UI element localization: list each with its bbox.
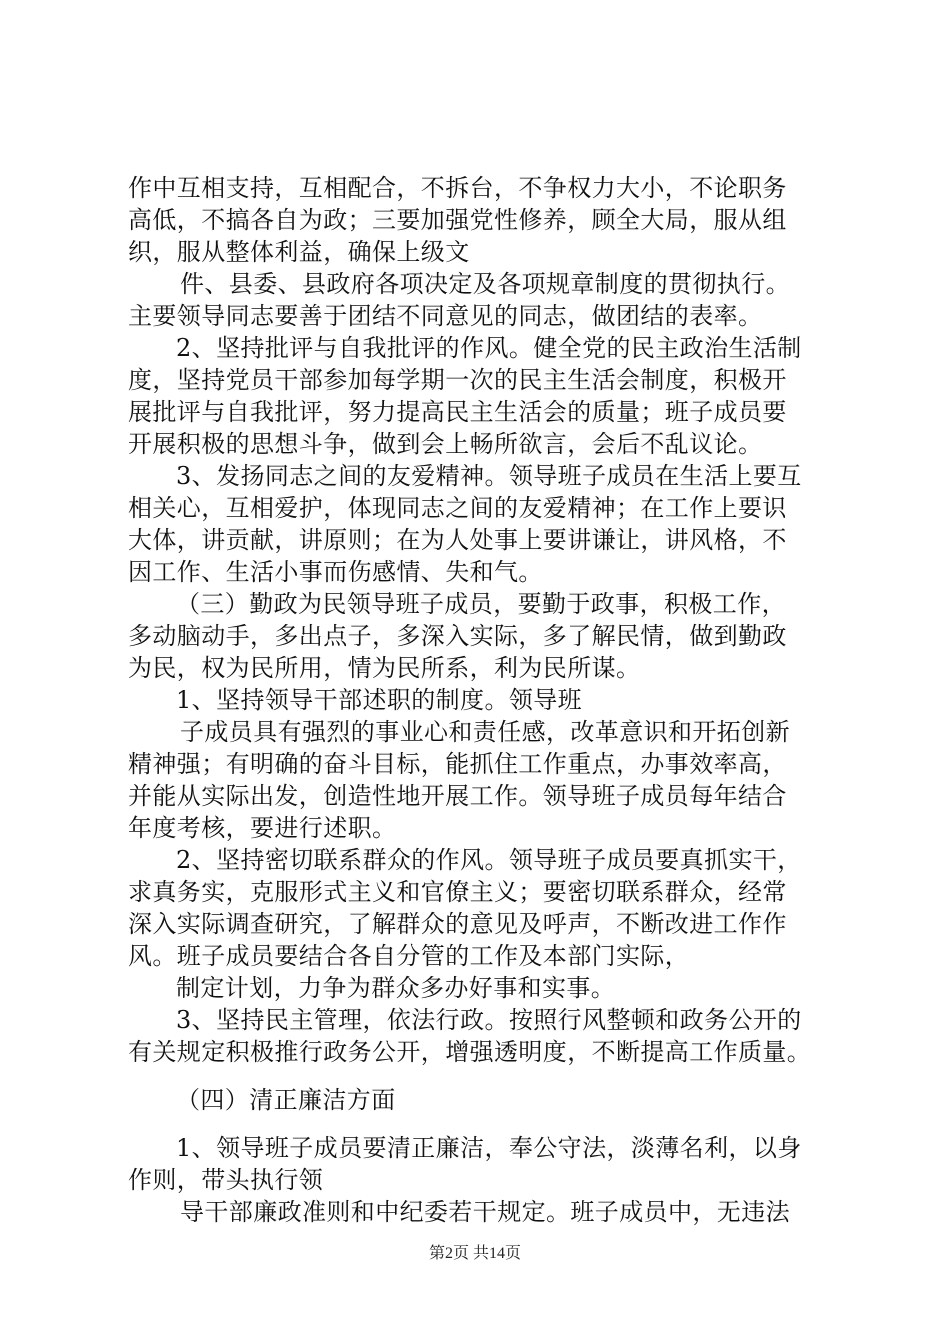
text-line: 3、发扬同志之间的友爱精神。领导班子成员在生活上要互 <box>176 462 802 490</box>
text-line: 风。班子成员要结合各自分管的工作及本部门实际， <box>128 942 690 970</box>
text-line: 制定计划，力争为群众多办好事和实事。 <box>176 974 616 1002</box>
text-line: 1、领导班子成员要清正廉洁，奉公守法，淡薄名利，以身 <box>176 1134 802 1162</box>
text-line: 高低，不搞各自为政；三要加强党性修养，顾全大局，服从组 <box>128 206 787 234</box>
text-line: 作则，带头执行领 <box>128 1166 324 1194</box>
text-line: 2、坚持批评与自我批评的作风。健全党的民主政治生活制 <box>176 334 802 362</box>
text-line: 开展积极的思想斗争，做到会上畅所欲言，会后不乱议论。 <box>128 430 763 458</box>
text-line: 因工作、生活小事而伤感情、失和气。 <box>128 558 543 586</box>
text-line: 件、县委、县政府各项决定及各项规章制度的贯彻执行。 <box>180 270 790 298</box>
text-line: 并能从实际出发，创造性地开展工作。领导班子成员每年结合 <box>128 782 787 810</box>
text-line: 大体，讲贡献，讲原则；在为人处事上要讲谦让，讲风格，不 <box>128 526 787 554</box>
text-line: 主要领导同志要善于团结不同意见的同志，做团结的表率。 <box>128 302 763 330</box>
section-heading: （三）勤政为民领导班子成员，要勤于政事，积极工作， <box>176 590 786 618</box>
text-line: 作中互相支持，互相配合，不拆台，不争权力大小，不论职务 <box>128 174 787 202</box>
text-line: 度，坚持党员干部参加每学期一次的民主生活会制度，积极开 <box>128 366 787 394</box>
text-line: 精神强；有明确的奋斗目标，能抓住工作重点，办事效率高， <box>128 750 787 778</box>
page-number-footer: 第2页 共14页 <box>428 1245 521 1262</box>
text-line: 3、坚持民主管理，依法行政。按照行风整顿和政务公开的 <box>176 1006 802 1034</box>
text-line: 深入实际调查研究，了解群众的意见及呼声，不断改进工作作 <box>128 910 787 938</box>
text-line: 子成员具有强烈的事业心和责任感，改革意识和开拓创新 <box>180 718 790 746</box>
text-line: 导干部廉政准则和中纪委若干规定。班子成员中，无违法 <box>180 1198 790 1226</box>
text-line: 相关心，互相爱护，体现同志之间的友爱精神；在工作上要识 <box>128 494 787 522</box>
text-line: 求真务实，克服形式主义和官僚主义；要密切联系群众，经常 <box>128 878 787 906</box>
section-heading: （四）清正廉洁方面 <box>176 1086 396 1114</box>
text-line: 1、坚持领导干部述职的制度。领导班 <box>176 686 583 714</box>
text-line: 有关规定积极推行政务公开，增强透明度，不断提高工作质量。 <box>128 1038 812 1066</box>
text-line: 为民，权为民所用，情为民所系，利为民所谋。 <box>128 654 641 682</box>
text-line: 年度考核，要进行述职。 <box>128 814 397 842</box>
text-line: 多动脑动手，多出点子，多深入实际，多了解民情，做到勤政 <box>128 622 787 650</box>
text-line: 织，服从整体利益，确保上级文 <box>128 238 470 266</box>
text-line: 展批评与自我批评，努力提高民主生活会的质量；班子成员要 <box>128 398 787 426</box>
document-body <box>128 172 848 1228</box>
text-line: 2、坚持密切联系群众的作风。领导班子成员要真抓实干， <box>176 846 802 874</box>
